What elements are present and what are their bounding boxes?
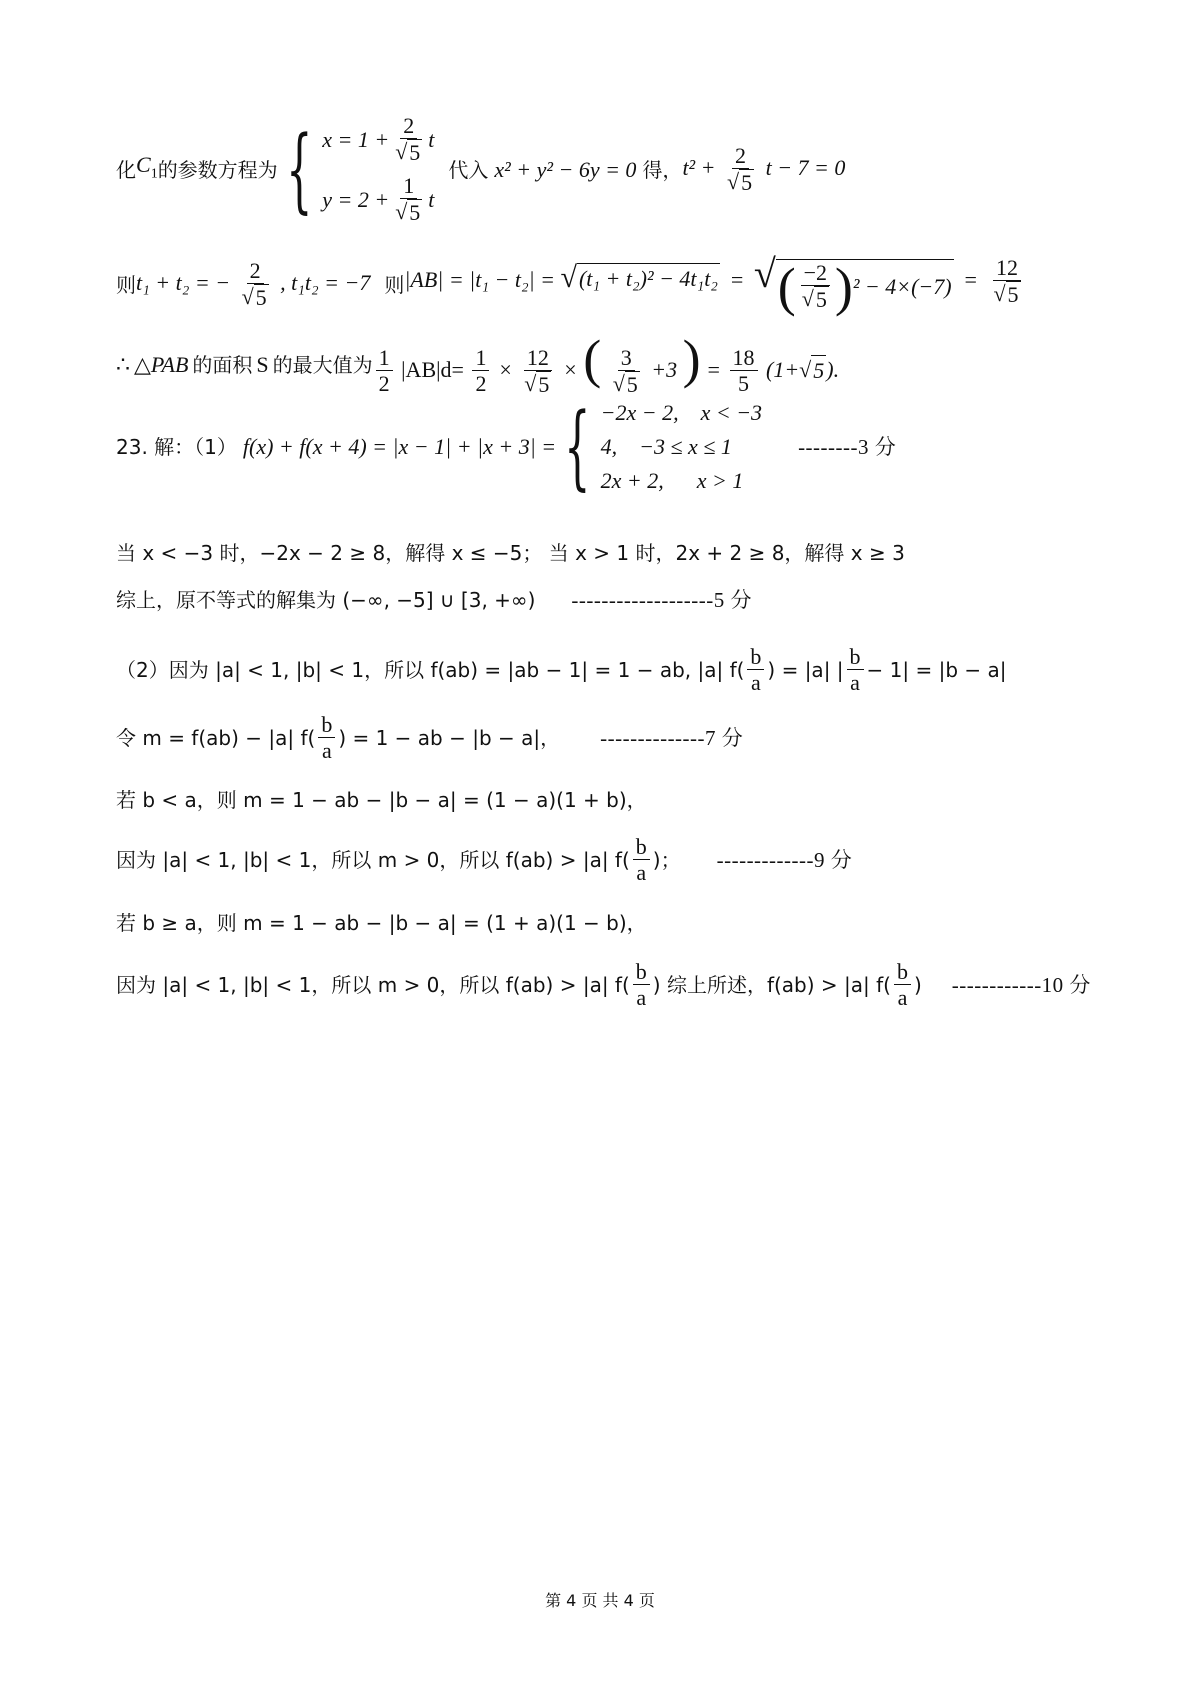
define-m-end: ) = 1 − ab − |b − a|， xyxy=(338,726,561,750)
area-expression: $\frac{1}{2}$ |AB|d= $\frac{1}{2}$ × 12 √ 5 × ( 3 √ 5 +3 ) = $\frac{18}{5}$ (1+ √ 5 ). xyxy=(373,332,839,398)
text-hua: 化 xyxy=(116,158,136,182)
fraction-b-over-a-3: $\frac{b}{a}$ xyxy=(318,713,335,764)
line-ab-length xyxy=(116,250,1140,320)
line-parametric xyxy=(116,110,1140,230)
score-10: ------------10 分 xyxy=(951,973,1091,997)
line-case-b-geq-a: 若 b ≥ a，则 m = 1 − ab − |b − a| = (1 + a)(1 − b)， xyxy=(116,911,647,935)
param-cases xyxy=(322,110,434,230)
fraction-b-over-a-2: $\frac{b}{a}$ xyxy=(847,645,864,696)
line-final-conclusion xyxy=(116,955,1140,1015)
case-1: −2x − 2, x < −3 xyxy=(600,400,763,425)
left-brace: { xyxy=(285,116,313,223)
text-dairu: 代入 xyxy=(448,158,489,182)
final-conclusion-end: ) xyxy=(913,973,922,997)
conclusion-1-end: )； xyxy=(652,848,681,872)
triangle-pab: △PAB xyxy=(134,352,189,377)
fraction-b-over-a-5: $\frac{b}{a}$ xyxy=(633,960,650,1011)
fraction-b-over-a-4: $\frac{b}{a}$ xyxy=(633,835,650,886)
x-row: x = 1 + 2 √ 5 t xyxy=(322,113,435,165)
define-m-text: 令 m = f(ab) − |a| f( xyxy=(116,726,316,750)
sum-of-roots: t₁ + t₂ = − 2 √ 5 , t₁t₂ = −7 xyxy=(136,258,371,310)
part2-intro-mid: ) = |a| | xyxy=(767,658,844,682)
c1-symbol: $C_1$ xyxy=(136,152,158,182)
therefore-symbol: ∴ xyxy=(116,352,130,377)
quadratic-in-t: t² + 2 √ 5 t − 7 = 0 xyxy=(682,143,846,195)
line-part2-intro xyxy=(116,640,1140,700)
text-area: 的面积 xyxy=(192,353,253,377)
text-ze: 则 xyxy=(116,273,136,297)
line-case-b-less-a: 若 b < a，则 m = 1 − ab − |b − a| = (1 − a)(1 + b)， xyxy=(116,788,647,812)
score-9: -------------9 分 xyxy=(716,848,853,872)
part2-intro-text: （2）因为 |a| < 1, |b| < 1，所以 f(ab) = |ab − 1| = 1 − ab, |a| f( xyxy=(116,658,745,682)
score-3: --------3 分 xyxy=(798,435,897,459)
text-ze-2: 则 xyxy=(384,273,405,297)
page-footer: 第 4 页 共 4 页 xyxy=(545,1591,655,1610)
line-solution-set xyxy=(116,585,1140,615)
symbol-s: S xyxy=(256,352,269,377)
piecewise-cases xyxy=(601,396,762,498)
circle-equation: x² + y² − 6y = 0 xyxy=(494,157,637,182)
line-case-solutions: 当 x < −3 时，−2x − 2 ≥ 8，解得 x ≤ −5； 当 x > 1 时，2x + 2 ≥ 8，解得 x ≥ 3 xyxy=(116,541,905,565)
final-conclusion-mid: ) 综上所述，f(ab) > |a| f( xyxy=(652,973,891,997)
case-3: 2x + 2, x > 1 xyxy=(600,468,744,493)
ab-expression: |AB| = |t₁ − t₂| = √ (t₁ + t₂)² − 4t₁t₂ = √ ( −2 √ 5 ) ² − 4×(−7) = 12 √ 5 xyxy=(404,256,1026,314)
line-conclusion-1 xyxy=(116,830,1140,890)
text-max-value: 的最大值为 xyxy=(272,353,373,377)
param-system xyxy=(278,110,435,230)
left-brace-piecewise: { xyxy=(564,393,591,500)
final-conclusion-text: 因为 |a| < 1, |b| < 1，所以 m > 0，所以 f(ab) > |a| f( xyxy=(116,973,630,997)
case-2: 4, −3 ≤ x ≤ 1 xyxy=(600,434,732,459)
line-define-m xyxy=(116,708,1140,768)
score-7: --------------7 分 xyxy=(600,726,744,750)
text-param-eq: 的参数方程为 xyxy=(157,158,278,182)
piecewise-function xyxy=(556,393,763,500)
problem-23-label: 23. 解：（1） xyxy=(116,435,237,459)
fraction-b-over-a: $\frac{b}{a}$ xyxy=(747,645,764,696)
y-row: y = 2 + 1 √ 5 t xyxy=(322,173,435,225)
line-23-piecewise xyxy=(116,392,1140,502)
part2-intro-end: − 1| = |b − a| xyxy=(866,658,1007,682)
text-de: 得， xyxy=(642,158,683,182)
fraction-b-over-a-6: $\frac{b}{a}$ xyxy=(894,960,911,1011)
line-max-area xyxy=(116,330,1140,400)
solution-set-text: 综上，原不等式的解集为 (−∞, −5] ∪ [3, +∞) xyxy=(116,588,536,612)
sum-expression: f(x) + f(x + 4) = |x − 1| + |x + 3| = xyxy=(242,434,557,459)
conclusion-1-text: 因为 |a| < 1, |b| < 1，所以 m > 0，所以 f(ab) > |a| f( xyxy=(116,848,630,872)
score-5: -------------------5 分 xyxy=(571,588,753,612)
